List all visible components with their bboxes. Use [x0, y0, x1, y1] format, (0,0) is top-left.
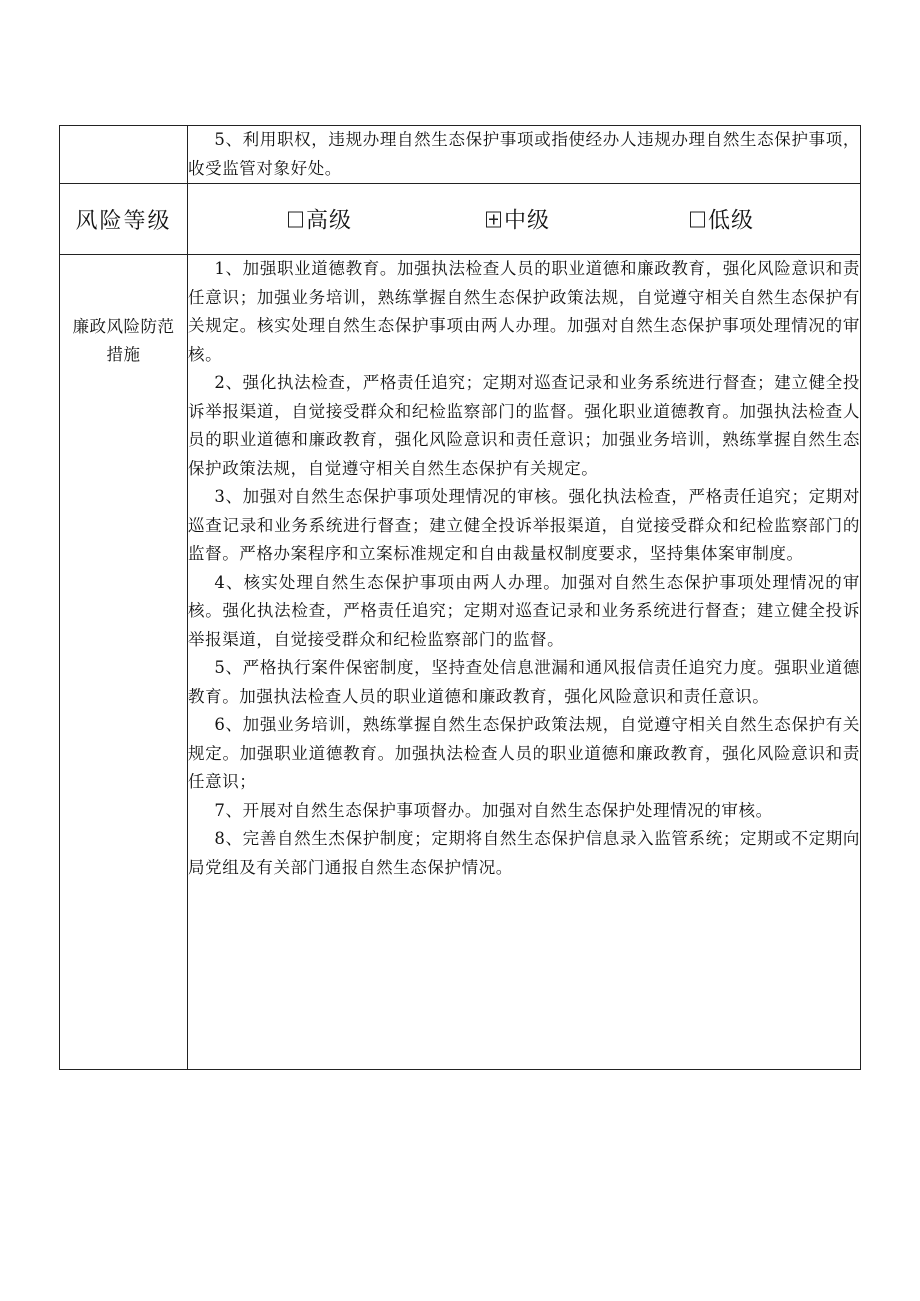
- checkbox-icon[interactable]: [690, 211, 705, 227]
- measure-paragraph: 3、加强对自然生态保护事项处理情况的审核。强化执法检查，严格责任追究；定期对巡查记录和业务系统进行督查；建立健全投诉举报渠道，自觉接受群众和纪检监察部门的监督。严格办案程序和立案标准规定和自由裁量权制度要求，坚持集体案审制度。: [188, 487, 860, 563]
- measure-paragraph: 4、核实处理自然生态保护事项由两人办理。加强对自然生态保护事项处理情况的审核。强化执法检查，严格责任追究；定期对巡查记录和业务系统进行督查；建立健全投诉举报渠道，自觉接受群众和纪检监察部门的监督。: [188, 572, 860, 649]
- prevention-measures-row: [60, 255, 861, 1070]
- risk-level-option-label: 低级: [708, 208, 755, 234]
- risk-level-label: 风险等级: [60, 184, 188, 255]
- risk-level-option-medium[interactable]: [486, 204, 550, 235]
- prevention-measures-label: [60, 255, 188, 1070]
- prevention-measures-label-line2: 措施: [106, 345, 141, 364]
- risk-level-options: [188, 184, 861, 255]
- measure-paragraph: 8、完善自然生杰保护制度；定期将自然生态保护信息录入监管系统；定期或不定期向局党组及有关部门通报自然生态保护情况。: [188, 829, 860, 877]
- risk-item-text: 5、利用职权，违规办理自然生态保护事项或指使经办人违规办理自然生态保护事项，收受监管对象好处。: [188, 130, 860, 178]
- checked-checkbox-icon[interactable]: [486, 211, 501, 227]
- measure-paragraph: 7、开展对自然生态保护事项督办。加强对自然生态保护处理情况的审核。: [214, 800, 773, 820]
- risk-item-label-cell: [60, 126, 188, 184]
- checkbox-icon[interactable]: [288, 211, 303, 227]
- prevention-measures-label-line1: 廉政风险防范: [72, 317, 175, 336]
- risk-level-row: [60, 184, 861, 255]
- risk-level-option-label: 高级: [306, 208, 353, 234]
- measure-paragraph: 6、加强业务培训，熟练掌握自然生态保护政策法规，自觉遵守相关自然生态保护有关规定。加强职业道德教育。加强执法检查人员的职业道德和廉政教育，强化风险意识和责任意识；: [188, 715, 860, 791]
- prevention-measures-content: [188, 255, 861, 1070]
- risk-form-table: [59, 125, 861, 1070]
- risk-level-option-label: 中级: [504, 208, 551, 234]
- risk-level-option-high[interactable]: [288, 204, 352, 235]
- risk-item-cell: [188, 126, 861, 184]
- risk-item-row: [60, 126, 861, 184]
- risk-level-option-low[interactable]: [690, 204, 754, 235]
- measure-paragraph: 5、严格执行案件保密制度，坚持查处信息泄漏和通风报信责任追究力度。强职业道德教育。加强执法检查人员的职业道德和廉政教育，强化风险意识和责任意识。: [188, 658, 860, 706]
- measure-paragraph: 1、加强职业道德教育。加强执法检查人员的职业道德和廉政教育，强化风险意识和责任意识；加强业务培训，熟练掌握自然生态保护政策法规，自觉遵守相关自然生态保护有关规定。核实处理自然生态保护事项由两人办理。加强对自然生态保护事项处理情况的审核。: [188, 259, 860, 364]
- measure-paragraph: 2、强化执法检查，严格责任追究；定期对巡查记录和业务系统进行督查；建立健全投诉举报渠道，自觉接受群众和纪检监察部门的监督。强化职业道德教育。加强执法检查人员的职业道德和廉政教育，强化风险意识和责任意识；加强业务培训，熟练掌握自然生态保护政策法规，自觉遵守相关自然生态保护有关规定。: [188, 373, 860, 478]
